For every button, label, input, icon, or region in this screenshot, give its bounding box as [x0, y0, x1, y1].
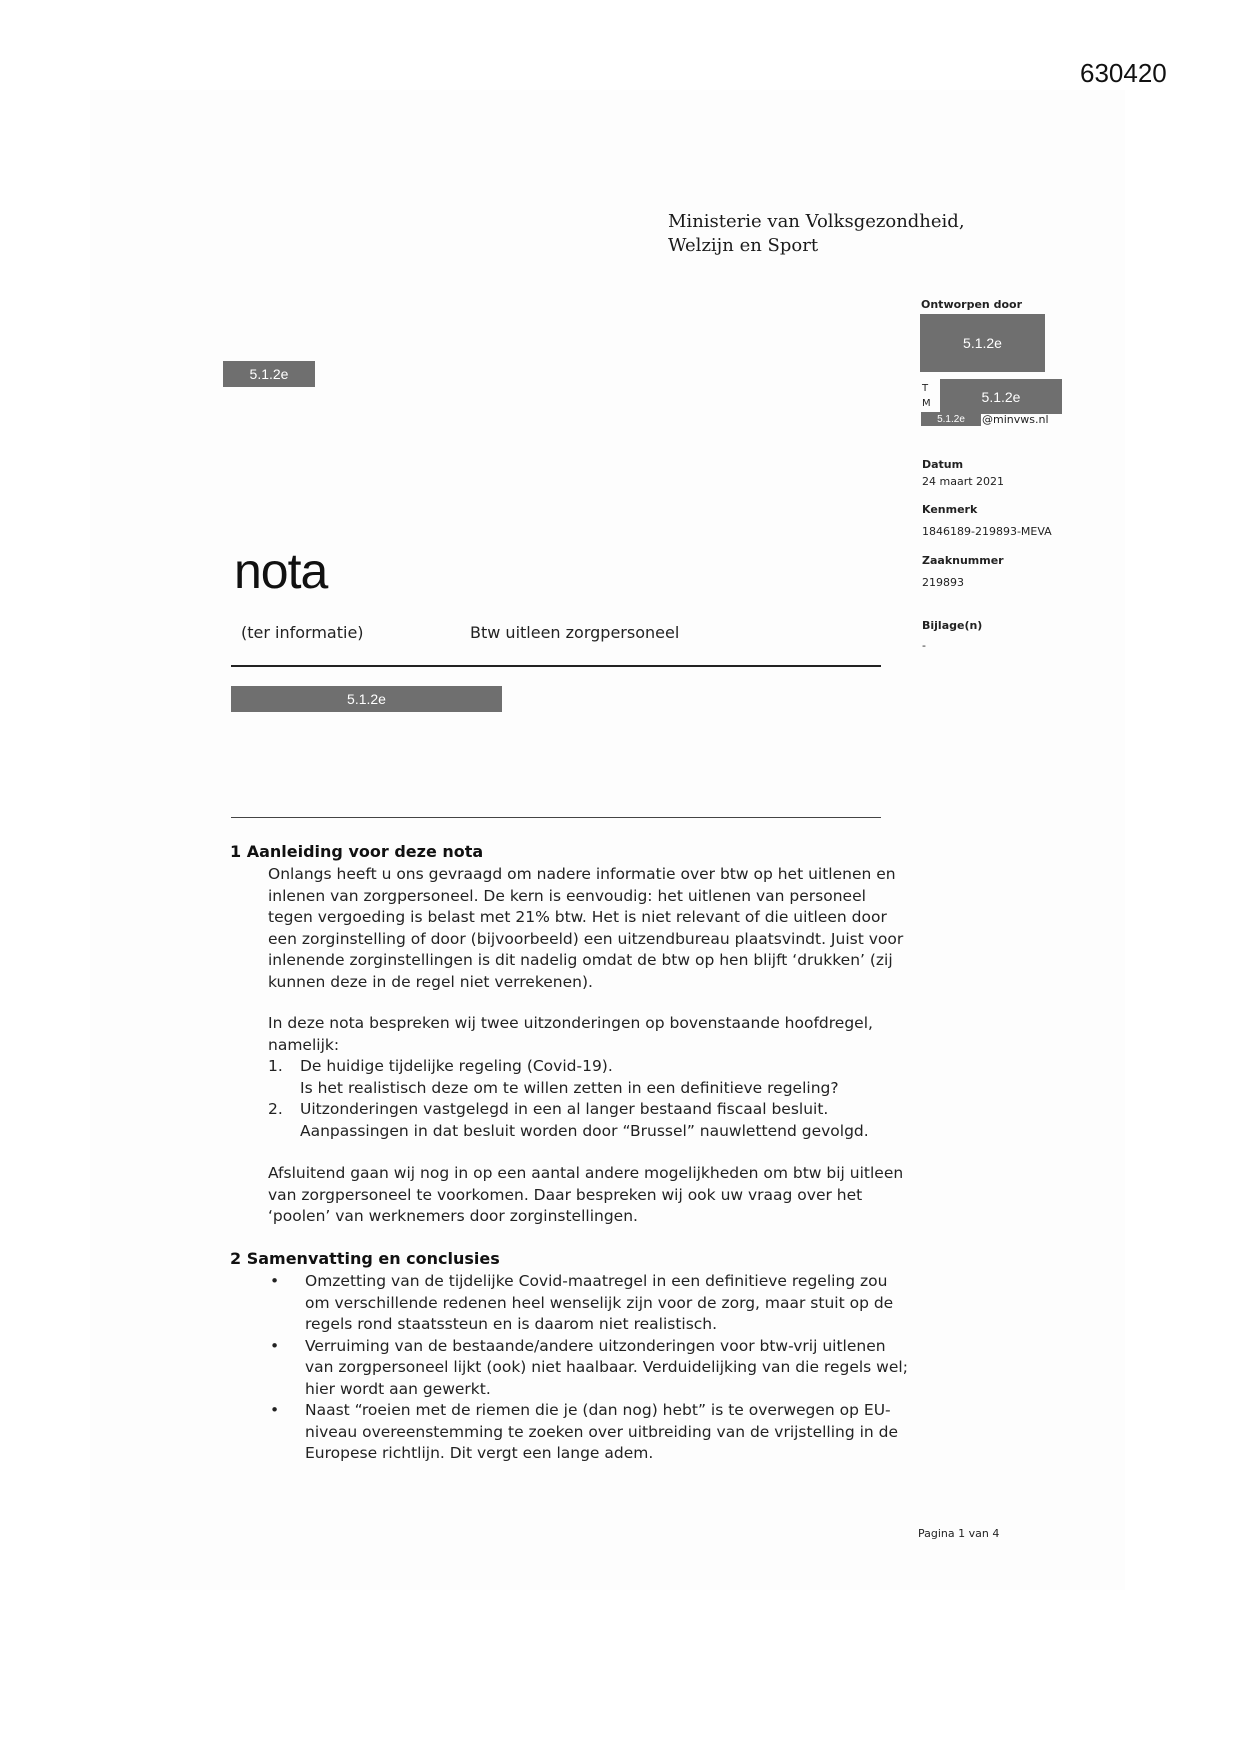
phone-labels: [922, 381, 931, 411]
list-line: Is het realistisch deze om te willen zetten in een definitieve regeling?: [300, 1078, 839, 1097]
list-item: [268, 1271, 908, 1336]
bullet-text: Omzetting van de tijdelijke Covid-maatregel in een definitieve regeling zou om verschillende redenen heel wenselijk zijn voor de zorg, maar stuit op de regels rond staatssteun en is daarom niet realistisch.: [305, 1272, 894, 1333]
page-title: nota: [234, 543, 328, 599]
t-label: T: [922, 383, 929, 394]
ministry-line-2: Welzijn en Sport: [668, 235, 819, 256]
datum-label: Datum: [922, 458, 964, 471]
page-number: Pagina 1 van 4: [918, 1527, 1000, 1540]
m-label: M: [922, 398, 931, 409]
bullet-icon: •: [270, 1272, 280, 1290]
redaction-block: 5.1.2e: [231, 686, 502, 712]
redaction-block: 5.1.2e: [940, 379, 1062, 414]
list-item: [268, 1400, 908, 1465]
list-line: De huidige tijdelijke regeling (Covid-19).: [300, 1057, 613, 1075]
zaaknummer-label: Zaaknummer: [922, 554, 1004, 567]
bullet-icon: •: [270, 1336, 280, 1355]
divider: [231, 817, 881, 818]
list-line: Aanpassingen in dat besluit worden door “Brussel” nauwlettend gevolgd.: [300, 1121, 869, 1140]
subject-line: Btw uitleen zorgpersoneel: [470, 623, 680, 642]
kenmerk-label: Kenmerk: [922, 503, 978, 516]
section-heading: 1 Aanleiding voor deze nota: [230, 842, 484, 861]
bijlage-value: -: [922, 639, 926, 652]
redaction-block: 5.1.2e: [223, 361, 315, 387]
ministry-line-1: Ministerie van Volksgezondheid,: [668, 211, 965, 232]
bullet-list: [268, 1271, 908, 1465]
subtitle-label: (ter informatie): [241, 623, 364, 642]
kenmerk-value: 1846189-219893-MEVA: [922, 525, 1052, 538]
list-number: 2.: [268, 1100, 283, 1118]
bijlage-label: Bijlage(n): [922, 619, 983, 632]
redaction-block: 5.1.2e: [920, 314, 1045, 372]
redaction-block: 5.1.2e: [921, 412, 981, 426]
numbered-list: [268, 1056, 908, 1142]
email-suffix: @minvws.nl: [982, 413, 1049, 426]
ontworpen-label: Ontworpen door: [921, 298, 1022, 311]
divider: [231, 665, 881, 667]
bullet-text: Verruiming van de bestaande/andere uitzonderingen voor btw-vrij uitlenen van zorgpersoneel lijkt (ook) niet haalbaar. Verduidelijking van die regels wel; hier wordt aan gewerkt.: [305, 1336, 908, 1398]
bullet-icon: •: [270, 1401, 280, 1419]
list-item: [268, 1099, 908, 1142]
list-item: [268, 1336, 908, 1401]
list-item: [268, 1056, 908, 1099]
section-heading: 2 Samenvatting en conclusies: [230, 1249, 500, 1268]
document-number: 630420: [1080, 58, 1167, 88]
list-number: 1.: [268, 1057, 283, 1075]
ministry-name: [668, 210, 965, 258]
paragraph: Afsluitend gaan wij nog in op een aantal andere mogelijkheden om btw bij uitleen van zorgpersoneel te voorkomen. Daar bespreken wij ook uw vraag over het ‘poolen’ van werknemers door zorginstellingen.: [268, 1164, 904, 1225]
zaaknummer-value: 219893: [922, 576, 964, 589]
datum-value: 24 maart 2021: [922, 475, 1005, 488]
list-line: Uitzonderingen vastgelegd in een al langer bestaand fiscaal besluit.: [300, 1100, 829, 1118]
paragraph: In deze nota bespreken wij twee uitzonderingen op bovenstaande hoofdregel, namelijk:: [268, 1014, 873, 1054]
bullet-text: Naast “roeien met de riemen die je (dan nog) hebt” is te overwegen op EU-niveau overeenstemming te zoeken over uitbreiding van de vrijstelling in de Europese richtlijn. Dit vergt een lange adem.: [305, 1401, 899, 1462]
paragraph: Onlangs heeft u ons gevraagd om nadere informatie over btw op het uitlenen en inlenen van zorgpersoneel. De kern is eenvoudig: het uitlenen van personeel tegen vergoeding is belast met 21% btw. Het is niet relevant of die uitleen door een zorginstelling of door (bijvoorbeeld) een uitzendbureau plaatsvindt. Juist voor inlenende zorginstellingen is dit nadelig omdat de btw op hen blijft ‘drukken’ (zij kunnen deze in de regel niet verrekenen).: [268, 865, 904, 991]
